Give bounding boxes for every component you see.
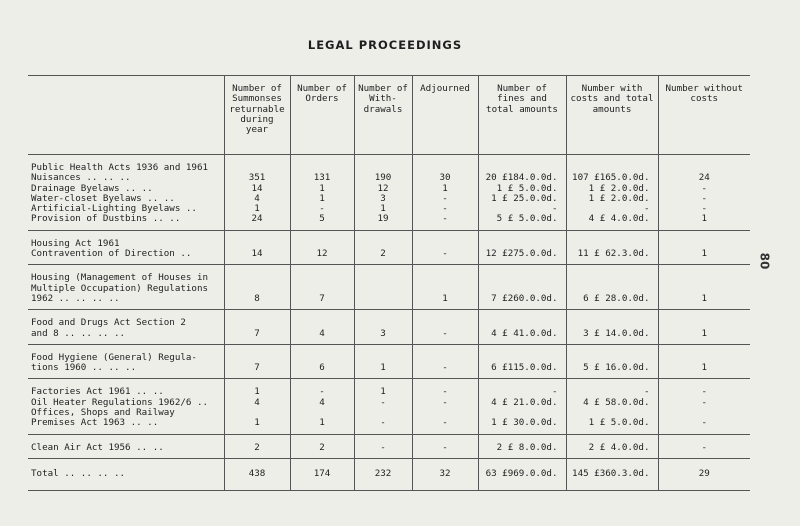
table-cell (224, 265, 290, 284)
column-header: Number of Orders (290, 76, 354, 155)
table-row (28, 214, 750, 230)
table-cell: - (658, 184, 750, 194)
table-cell: 1 (658, 363, 750, 379)
table-cell: 4 £ 21.0.0d. (478, 398, 566, 408)
table-cell: 1 (224, 204, 290, 214)
table-cell: 7 (224, 363, 290, 379)
table-cell: - (290, 204, 354, 214)
table-cell (566, 344, 658, 363)
table-cell: 19 (354, 214, 412, 230)
row-label: Factories Act 1961 .. .. (31, 386, 164, 398)
table-cell: 29 (658, 458, 750, 490)
table-cell: 2 (224, 434, 290, 458)
table-cell: 3 £ 14.0.0d. (566, 329, 658, 345)
table-body (28, 155, 750, 491)
table-cell (354, 294, 412, 310)
table-cell: 1 (658, 294, 750, 310)
table-cell: 1 (658, 329, 750, 345)
table-cell (412, 310, 478, 329)
table-cell: 1 (354, 379, 412, 398)
table-cell (658, 155, 750, 174)
table-cell (566, 155, 658, 174)
table-cell: 351 (224, 173, 290, 183)
table-cell (354, 344, 412, 363)
table-row (28, 363, 750, 379)
table-cell: 32 (412, 458, 478, 490)
table-cell: 4 (290, 398, 354, 408)
table-cell: 30 (412, 173, 478, 183)
table-cell: 1 £ 30.0.0d. (478, 418, 566, 434)
row-label: Public Health Acts 1936 and 1961 (31, 162, 209, 173)
row-label: tions 1960 .. .. .. (28, 363, 224, 379)
table-cell: 1 £ 5.0.0d. (566, 418, 658, 434)
table-cell: 1 £ 2.0.0d. (566, 184, 658, 194)
table-row (28, 294, 750, 310)
table-cell: - (412, 214, 478, 230)
table-cell: 63 £969.0.0d. (478, 458, 566, 490)
table-cell: 4 (224, 194, 290, 204)
row-label: Premises Act 1963 .. .. (28, 418, 224, 434)
row-label: Food and Drugs Act Section 2 (31, 317, 186, 329)
table-cell (354, 265, 412, 284)
table-cell: 1 (290, 194, 354, 204)
table-row (28, 230, 750, 249)
table-cell (224, 230, 290, 249)
table-cell: - (658, 204, 750, 214)
table-cell: 1 (658, 214, 750, 230)
table-row (28, 418, 750, 434)
table-cell: - (658, 418, 750, 434)
table-cell: - (658, 398, 750, 408)
table-cell (478, 155, 566, 174)
table-cell: - (566, 379, 658, 398)
total-row (28, 458, 750, 490)
column-header: Number of fines and total amounts (478, 76, 566, 155)
table-cell (658, 344, 750, 363)
table-row (28, 329, 750, 345)
row-label: Oil Heater Regulations 1962/6 .. (31, 396, 209, 408)
row-label: Nuisances .. .. .. (31, 172, 131, 184)
table-cell (412, 344, 478, 363)
table-cell: - (412, 363, 478, 379)
table-cell: - (478, 379, 566, 398)
table-cell: 1 (224, 379, 290, 398)
column-header: Number of With- drawals (354, 76, 412, 155)
table-row (28, 249, 750, 265)
table-cell: 20 £184.0.0d. (478, 173, 566, 183)
table-cell (658, 310, 750, 329)
table-cell (412, 265, 478, 284)
table-cell: 14 (224, 184, 290, 194)
row-label: Total .. .. .. .. (28, 458, 224, 490)
table-row (28, 265, 750, 284)
table-cell: 107 £165.0.0d. (566, 173, 658, 183)
table-cell: 11 £ 62.3.0d. (566, 249, 658, 265)
table-cell (224, 310, 290, 329)
table-cell: - (658, 194, 750, 204)
table-cell: - (412, 379, 478, 398)
column-header (28, 76, 224, 155)
row-label: Water-closet Byelaws .. .. (31, 192, 175, 204)
table-cell: 4 £ 41.0.0d. (478, 329, 566, 345)
table-cell: 131 (290, 173, 354, 183)
table-cell (566, 310, 658, 329)
table-cell: 3 (354, 329, 412, 345)
table-cell: - (354, 418, 412, 434)
table-cell: - (412, 204, 478, 214)
column-header: Number of Summonses returnable during year (224, 76, 290, 155)
row-label: Provision of Dustbins .. .. (28, 214, 224, 230)
table-cell: 190 (354, 173, 412, 183)
table-cell (290, 344, 354, 363)
table-row (28, 379, 750, 398)
table-cell (478, 310, 566, 329)
table-cell: 7 £260.0.0d. (478, 294, 566, 310)
table-cell: 2 £ 8.0.0d. (478, 434, 566, 458)
table-cell: - (412, 329, 478, 345)
table-cell (478, 344, 566, 363)
row-label: Drainage Byelaws .. .. (31, 182, 153, 194)
table-cell (290, 310, 354, 329)
table-cell: 12 £275.0.0d. (478, 249, 566, 265)
table-cell: 1 (354, 204, 412, 214)
table-cell: 5 (290, 214, 354, 230)
page-title: LEGAL PROCEEDINGS (307, 38, 463, 52)
table-cell (566, 265, 658, 284)
row-label: and 8 .. .. .. .. (28, 329, 224, 345)
table-cell: 1 (412, 294, 478, 310)
table-cell: 1 (290, 184, 354, 194)
row-label: Artificial-Lighting Byelaws .. (31, 203, 197, 215)
table-cell (290, 230, 354, 249)
row-label: Contravention of Direction .. (28, 249, 224, 265)
table-cell: 174 (290, 458, 354, 490)
table-cell: 1 £ 25.0.0d. (478, 194, 566, 204)
column-header: Number with costs and total amounts (566, 76, 658, 155)
table-cell (478, 265, 566, 284)
table-cell: 232 (354, 458, 412, 490)
table-cell: 4 (224, 398, 290, 408)
table-cell: 6 (290, 363, 354, 379)
table-cell (290, 155, 354, 174)
table-cell: 1 (354, 363, 412, 379)
table-cell (290, 265, 354, 284)
table-cell: - (478, 204, 566, 214)
table-cell: 24 (658, 173, 750, 183)
table-cell: 2 (354, 249, 412, 265)
row-label: Offices, Shops and Railway (31, 407, 175, 419)
table-cell: - (412, 418, 478, 434)
table-cell: 24 (224, 214, 290, 230)
table-cell: 4 £ 4.0.0d. (566, 214, 658, 230)
table-cell: - (290, 379, 354, 398)
table-cell: 4 £ 58.0.0d. (566, 398, 658, 408)
table-cell: 1 (290, 418, 354, 434)
table-cell: 6 £ 28.0.0d. (566, 294, 658, 310)
table-cell (412, 155, 478, 174)
table-row (28, 434, 750, 458)
table-cell (354, 284, 412, 294)
page-number: 80 (757, 252, 772, 270)
table-cell: 7 (224, 329, 290, 345)
table-cell: 3 (354, 194, 412, 204)
table-cell: - (658, 434, 750, 458)
table-row (28, 155, 750, 174)
table-cell: 2 (290, 434, 354, 458)
table-cell: 2 £ 4.0.0d. (566, 434, 658, 458)
column-header: Number without costs (658, 76, 750, 155)
table-cell: 1 £ 5.0.0d. (478, 184, 566, 194)
table-cell (354, 230, 412, 249)
table-cell: - (412, 434, 478, 458)
table-cell: 438 (224, 458, 290, 490)
table-cell: - (658, 379, 750, 398)
table-cell (478, 230, 566, 249)
table-cell: - (412, 398, 478, 408)
table-cell: 7 (290, 294, 354, 310)
table-cell: - (412, 194, 478, 204)
table-cell: 1 (412, 184, 478, 194)
table-cell: 145 £360.3.0d. (566, 458, 658, 490)
table-cell (354, 310, 412, 329)
table-cell (566, 230, 658, 249)
table-cell (658, 265, 750, 284)
table-cell (224, 344, 290, 363)
table-cell: 1 (658, 249, 750, 265)
table-cell: 12 (354, 184, 412, 194)
row-label: Housing Act 1961 (31, 237, 120, 249)
table-cell: - (354, 398, 412, 408)
table-cell: 12 (290, 249, 354, 265)
table-cell: 4 (290, 329, 354, 345)
legal-proceedings-table (28, 75, 750, 491)
table-cell (224, 155, 290, 174)
table-row (28, 310, 750, 329)
row-label: Housing (Management of Houses in (31, 272, 209, 284)
header-row (28, 76, 750, 155)
table-cell (658, 230, 750, 249)
row-label: 1962 .. .. .. .. (28, 294, 224, 310)
table-cell: 1 (224, 418, 290, 434)
table-cell: - (354, 434, 412, 458)
table-cell: - (566, 204, 658, 214)
table-cell: 1 £ 2.0.0d. (566, 194, 658, 204)
table-cell: 6 £115.0.0d. (478, 363, 566, 379)
table-cell: 14 (224, 249, 290, 265)
table-cell (354, 155, 412, 174)
row-label: Food Hygiene (General) Regula- (31, 351, 197, 363)
column-header: Adjourned (412, 76, 478, 155)
table-cell: - (412, 249, 478, 265)
table-cell (412, 230, 478, 249)
table-cell: 8 (224, 294, 290, 310)
table-cell: 5 £ 16.0.0d. (566, 363, 658, 379)
row-label: Clean Air Act 1956 .. .. (28, 434, 224, 458)
table-cell: 5 £ 5.0.0d. (478, 214, 566, 230)
table-row (28, 344, 750, 363)
row-label: Multiple Occupation) Regulations (31, 282, 209, 294)
